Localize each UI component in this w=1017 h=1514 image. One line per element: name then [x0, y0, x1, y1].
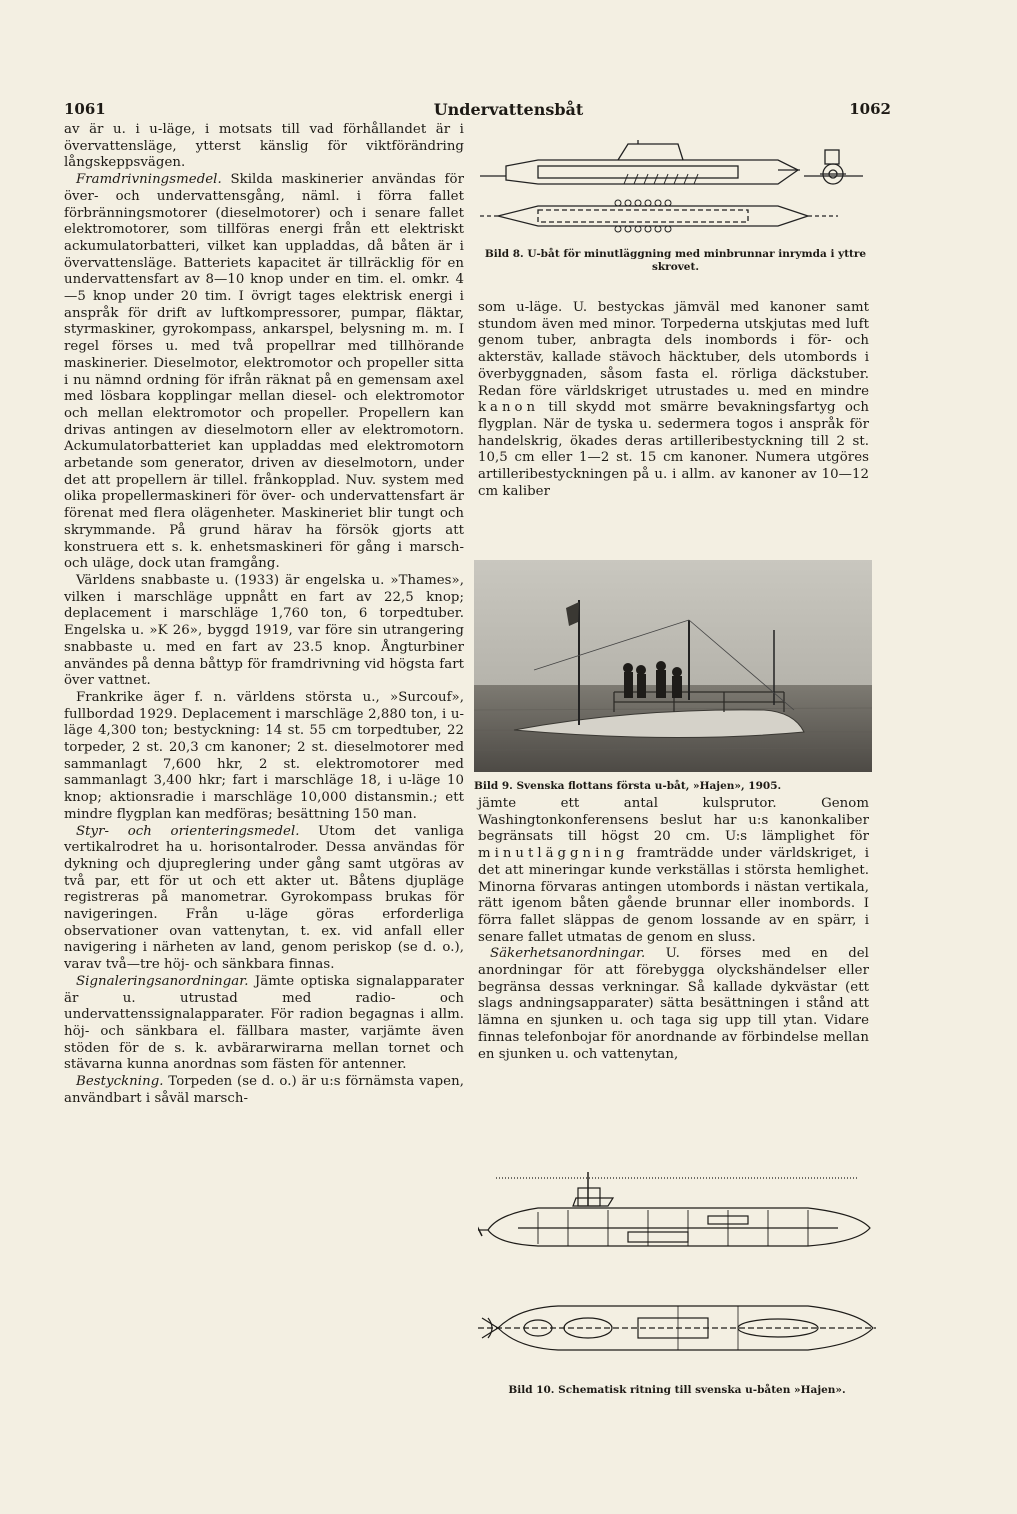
figure-8-submarine-drawing: [478, 140, 873, 240]
right-column-bottom: [478, 796, 869, 1063]
section-heading: Säkerhetsanordningar.: [490, 946, 646, 962]
figure-8-caption: Bild 8. U-båt för minutläggning med minbrunnar inrymda i yttre skrovet.: [484, 248, 867, 273]
paragraph: [64, 172, 464, 573]
paragraph: [478, 300, 869, 500]
section-heading: Styr- och orienteringsmedel.: [76, 823, 300, 839]
figure-9-caption: Bild 9. Svenska flottans första u-båt, »Hajen», 1905.: [474, 780, 782, 792]
paragraph-text: U. förses med en del anordningar för att förebygga olyckshändelser eller begränsa dessas verkningar. Så kallade dykvästar (ett slags andningsapparater) sätta besättningen i stånd att lämna en sjunken u. och taga sig upp till ytan. Vidare finnas telefonbojar för anordnande av förbindelse mellan en sjunken u. och vattenytan,: [478, 946, 869, 1062]
paragraph: [64, 1074, 464, 1107]
paragraph: [478, 796, 869, 946]
paragraph-text: Torpeden (se d. o.) är u:s förnämsta vapen, användbart i såväl marsch-: [64, 1074, 464, 1106]
page-number-right: 1062: [849, 100, 891, 118]
figure-9-photo-hajen: [474, 560, 872, 772]
paragraph: [64, 824, 464, 974]
paragraph-text: som u-läge. U. bestyckas jämväl med kanoner samt stundom även med minor. Torpederna utskjutas med luft genom tuber, anbragta dels inombords i för- och akterstäv, kallade stävoch häcktuber, dels utombords i överbyggnaden, såsom fasta el. rörliga däckstuber. Redan före världskriget utrustades u. med en mindre: [478, 300, 869, 399]
paragraph-text: Skilda maskinerier användas för över- och undervattensgång, näml. i förra fallet förbränningsmotorer (dieselmotorer) och i senare fallet elektromotorer, som tillföras energi från ett elektriskt ackumulatorbatteri, vilket kan uppladdas, då båten är i övervattensläge. Batteriets kapacitet är tillräcklig för en undervattensfart av 8—10 knop under en tim. el. omkr. 4—5 knop under 20 tim. I övrigt tages elektrisk energi i anspråk för drift av luftkompressorer, pumpar, fläktar, styrmaskiner, gyrokompass, ankarspel, belysning m. m. I regel förses u. med två propellrar med tillhörande maskinerier. Dieselmotor, elektromotor och propeller sitta i nu nämnd ordning för ifrån räknat på en gemensam axel med lösbara kopplingar mellan diesel- och elektromotor och mellan elektromotor och propeller. Propellern kan drivas antingen av dieselmotorn eller av elektromotorn. Ackumulatorbatteriet kan uppladdas med elektromotorn arbetande som generator, driven av dieselmotorn, under det att propellern är tillel. frånkopplad. Nuv. system med olika propellermaskineri för över- och undervattensfart är förenat med flera olägenheter. Maskineriet blir tungt och skrymmande. På grund härav ha försök gjorts att konstruera ett s. k. enhetsmaskineri för gång i marsch- och uläge, dock utan framgång.: [64, 172, 464, 572]
paragraph: [478, 946, 869, 1063]
paragraph-text: Utom det vanliga vertikalrodret ha u. horisontalroder. Dessa användas för dykning och djupreglering under gång samt utgöras av två par, ett för ut och ett akter ut. Båtens djupläge registreras på manometrar. Gyrokompass brukas för navigeringen. Från u-läge göras erforderliga observationer ovan vattenytan, t. ex. vid anfall eller navigering i närheten av land, genom periskop (se d. o.), varav två—tre höj- och sänkbara finnas.: [64, 823, 464, 973]
paragraph: Frankrike äger f. n. världens största u., »Surcouf», fullbordad 1929. Deplacement i marschläge 2,880 ton, i u-läge 4,300 ton; bestyckning: 14 st. 55 cm torpedtuber, 22 torpeder, 2 st. 20,3 cm kanoner; 2 st. dieselmotorer med sammanlagt 7,600 hkr, 2 st. elektromotorer med sammanlagt 3,400 hkr; fart i marschläge 18, i u-läge 10 knop; aktionsradie i marschläge 10,000 distansmin.; ett mindre flygplan kan medföras; besättning 150 man.: [64, 689, 464, 822]
paragraph-text: till skydd mot smärre bevakningsfartyg och flygplan. När de tyska u. sedermera togos i anspråk för handelskrig, ökades deras artilleribestyckning till 2 st. 10,5 cm eller 1—2 st. 15 cm kanoner. Numera utgöres artilleribestyckningen på u. i allm. av kanoner av 10—12 cm kaliber: [478, 400, 869, 499]
right-column-top: [478, 300, 869, 500]
figure-10-schematic-hajen: [478, 1168, 876, 1378]
section-heading: Bestyckning.: [76, 1074, 164, 1090]
section-heading: Signaleringsanordningar.: [76, 973, 249, 989]
paragraph: [64, 974, 464, 1074]
figure-10-caption: Bild 10. Schematisk ritning till svenska u-båten »Hajen».: [508, 1384, 846, 1396]
page-number-left: 1061: [64, 100, 106, 118]
left-column: [64, 122, 464, 1107]
paragraph: av är u. i u-läge, i motsats till vad förhållandet är i övervattensläge, ytterst känslig för viktförändring långskeppsvägen.: [64, 122, 464, 171]
spaced-word: minutläggning: [478, 846, 629, 862]
paragraph: Världens snabbaste u. (1933) är engelska u. »Thames», vilken i marschläge uppnått en fart av 22,5 knop; deplacement i marschläge 1,760 ton, 6 torpedtuber. Engelska u. »K 26», byggd 1919, var före sin utrangering snabbaste u. med en fart av 23.5 knop. Ångturbiner användes på denna båttyp för framdrivning vid högsta fart över vattnet.: [64, 572, 464, 689]
paragraph-text: Jämte optiska signalapparater är u. utrustad med radio- och undervattenssignalapparater. För radion begagnas i allm. höj- och sänkbara el. fällbara master, varjämte även stöden för de s. k. avbärarwirarna mellan tornet och stävarna kunna anordnas som fästen för antenner.: [64, 973, 464, 1073]
paragraph-text: framträdde under världskriget, i det att mineringar kunde verkställas i största hemlighet. Minorna förvaras antingen utombords i nästan vertikala, rätt igenom båten gående brunnar eller inombords. I förra fallet släppas de genom lossande av en spärr, i senare fallet utmatas de genom en sluss.: [478, 846, 869, 945]
spaced-word: kanon: [478, 400, 540, 416]
paragraph-text: jämte ett antal kulsprutor. Genom Washingtonkonferensens beslut har u:s kanonkaliber begränsats till högst 20 cm. U:s lämplighet för: [478, 796, 869, 845]
page-title: Undervattensbåt: [433, 100, 584, 119]
section-heading: Framdrivningsmedel.: [76, 172, 222, 188]
